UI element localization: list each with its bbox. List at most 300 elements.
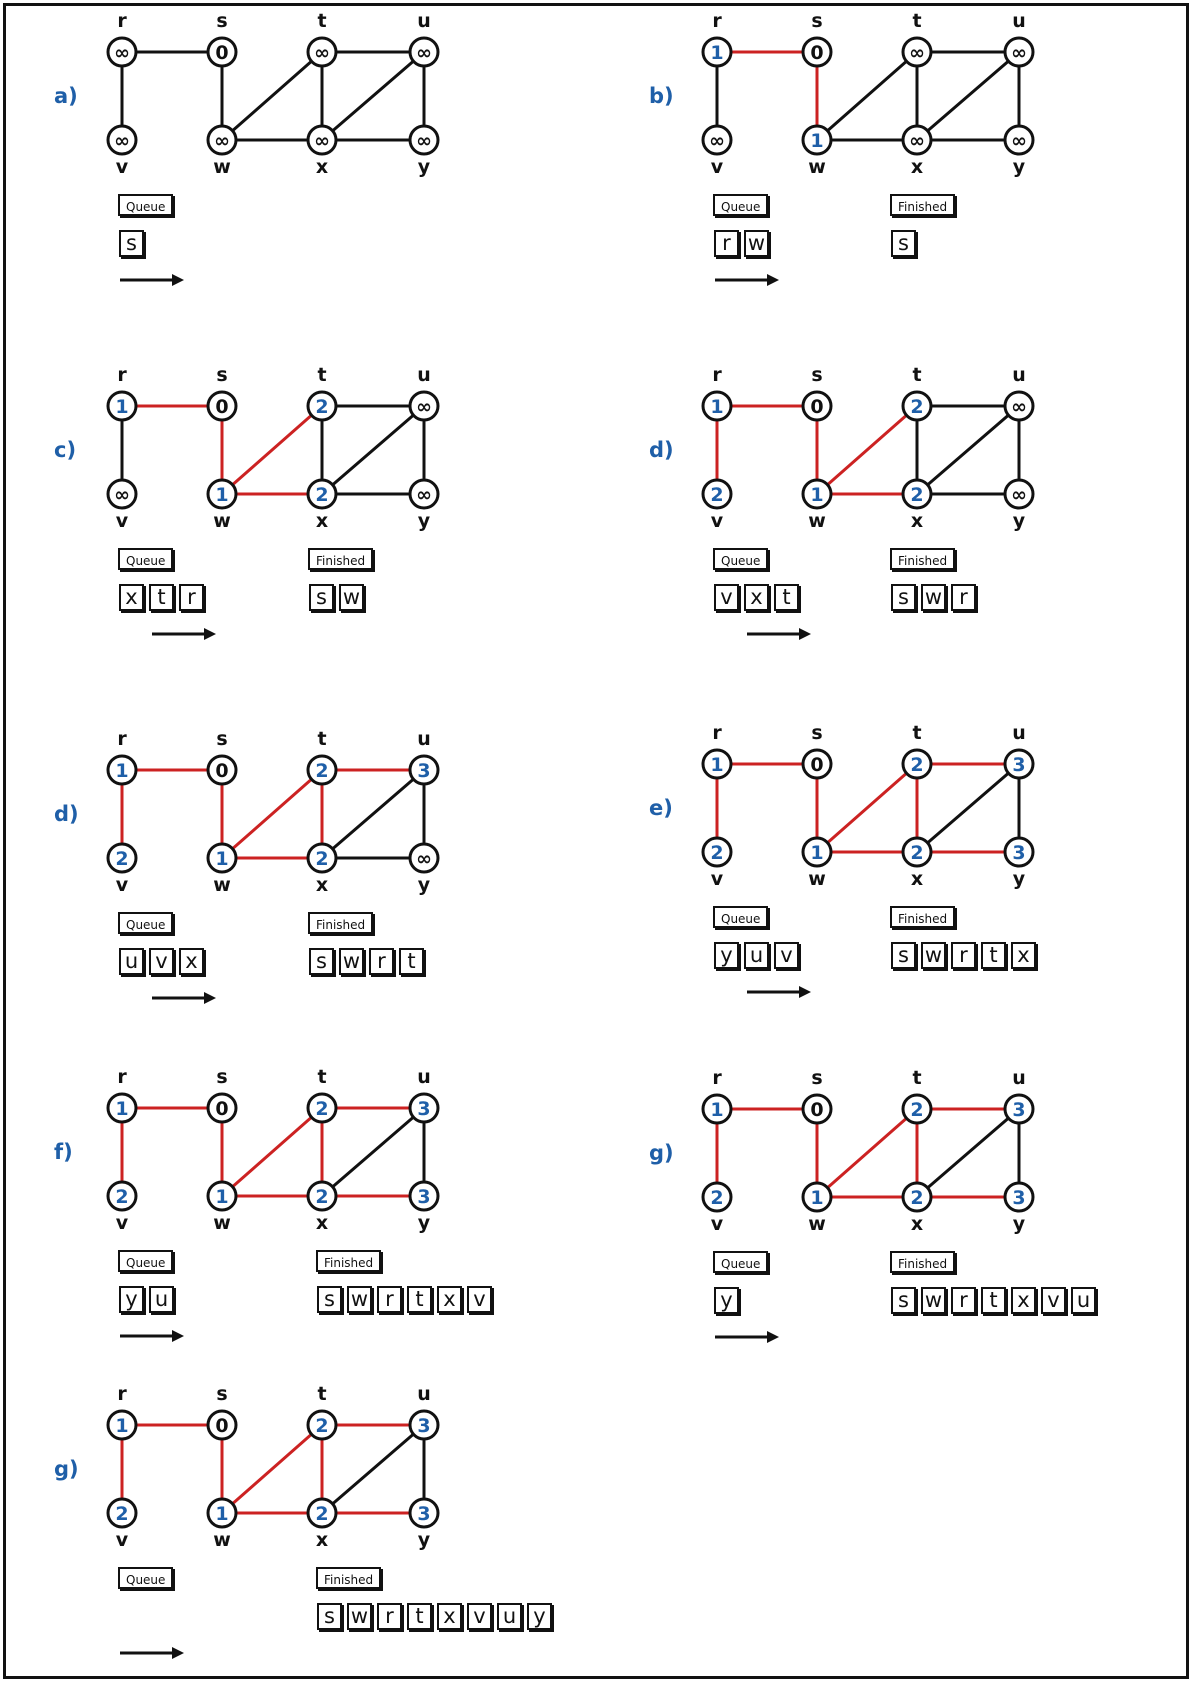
node-name: r <box>712 1067 722 1089</box>
queue-cell: y <box>714 1287 739 1314</box>
node-u <box>1005 1067 1033 1123</box>
node-x <box>308 1499 336 1551</box>
node-w <box>803 480 831 532</box>
finished-cells <box>317 1286 492 1313</box>
queue-label: Queue <box>118 194 173 216</box>
node-x <box>903 1183 931 1235</box>
node-distance: 0 <box>810 1099 824 1121</box>
queue-cell: t <box>774 584 799 611</box>
finished-cell: w <box>921 942 946 969</box>
node-name: x <box>315 510 329 532</box>
finished-cell: s <box>317 1286 342 1313</box>
queue-direction-arrow <box>745 624 825 644</box>
queue-direction-arrow <box>150 624 230 644</box>
node-distance: ∞ <box>214 130 230 152</box>
panel-label: g) <box>54 1457 79 1481</box>
node-distance: 1 <box>810 1187 824 1209</box>
node-name: t <box>912 722 922 744</box>
node-v <box>703 480 731 532</box>
node-distance: 2 <box>315 760 329 782</box>
queue-cell: v <box>149 948 174 975</box>
panel-4 <box>0 718 560 1048</box>
panel-label: g) <box>649 1141 674 1165</box>
node-name: y <box>1012 156 1026 178</box>
node-distance: 2 <box>315 848 329 870</box>
node-distance: ∞ <box>416 396 432 418</box>
queue-cells <box>119 948 204 975</box>
node-w <box>208 480 236 532</box>
finished-label: Finished <box>316 1250 381 1272</box>
edge-x-u <box>917 764 1019 852</box>
node-distance: 1 <box>710 1099 724 1121</box>
node-name: u <box>417 1066 431 1088</box>
node-distance: 3 <box>417 1098 431 1120</box>
queue-cell: y <box>714 942 739 969</box>
finished-cell: x <box>1011 942 1036 969</box>
node-distance: 0 <box>810 396 824 418</box>
panel-8 <box>0 1373 560 1703</box>
node-distance: 2 <box>315 1186 329 1208</box>
node-distance: 0 <box>215 1098 229 1120</box>
node-s <box>803 1067 831 1123</box>
queue-cells <box>119 1286 174 1313</box>
node-distance: 3 <box>1012 842 1026 864</box>
node-s <box>208 1066 236 1122</box>
queue-cell: u <box>744 942 769 969</box>
node-distance: ∞ <box>416 848 432 870</box>
node-name: v <box>710 156 724 178</box>
node-name: w <box>213 1212 231 1234</box>
node-distance: 2 <box>710 1187 724 1209</box>
queue-cell: y <box>119 1286 144 1313</box>
node-name: s <box>216 10 228 32</box>
queue-label: Queue <box>118 1567 173 1589</box>
node-r <box>703 722 731 778</box>
queue-cells <box>714 584 799 611</box>
finished-cells <box>891 942 1036 969</box>
edge-w-t <box>222 52 322 140</box>
finished-label: Finished <box>890 906 955 928</box>
node-w <box>208 126 236 178</box>
node-name: w <box>808 1213 826 1235</box>
node-u <box>410 728 438 784</box>
queue-label: Queue <box>713 194 768 216</box>
queue-direction-arrow <box>150 988 230 1008</box>
finished-cell: v <box>1041 1287 1066 1314</box>
queue-cells <box>119 230 144 257</box>
node-x <box>903 480 931 532</box>
finished-cells <box>891 230 916 257</box>
node-t <box>308 364 336 420</box>
queue-cell: x <box>179 948 204 975</box>
finished-cell: w <box>347 1603 372 1630</box>
node-x <box>308 480 336 532</box>
node-y <box>410 1499 438 1551</box>
finished-cell: r <box>377 1286 402 1313</box>
node-x <box>308 126 336 178</box>
graph <box>0 1056 470 1236</box>
node-name: t <box>317 10 327 32</box>
node-v <box>108 480 136 532</box>
node-name: w <box>213 1529 231 1551</box>
node-distance: 0 <box>810 754 824 776</box>
graph <box>0 1373 470 1553</box>
node-name: r <box>117 364 127 386</box>
node-y <box>1005 126 1033 178</box>
node-name: x <box>315 1212 329 1234</box>
node-distance: 1 <box>710 396 724 418</box>
node-name: u <box>1012 722 1026 744</box>
node-distance: 0 <box>215 396 229 418</box>
finished-cell: x <box>437 1603 462 1630</box>
finished-label: Finished <box>316 1567 381 1589</box>
node-distance: ∞ <box>709 130 725 152</box>
node-r <box>703 364 731 420</box>
node-distance: 2 <box>115 848 129 870</box>
node-distance: 2 <box>115 1503 129 1525</box>
finished-cell: y <box>527 1603 552 1630</box>
node-distance: 1 <box>215 484 229 506</box>
finished-cell: u <box>1071 1287 1096 1314</box>
finished-label: Finished <box>308 912 373 934</box>
edge-x-u <box>322 770 424 858</box>
panel-label: e) <box>649 796 673 820</box>
node-name: y <box>417 874 431 896</box>
finished-cell: t <box>981 1287 1006 1314</box>
node-name: y <box>417 510 431 532</box>
node-y <box>410 1182 438 1234</box>
node-s <box>803 722 831 778</box>
node-t <box>903 10 931 66</box>
finished-cells <box>891 1287 1096 1314</box>
node-name: v <box>710 510 724 532</box>
finished-cell: x <box>437 1286 462 1313</box>
node-distance: 3 <box>1012 1187 1026 1209</box>
node-name: s <box>216 1066 228 1088</box>
edge-w-t <box>817 406 917 494</box>
panel-label: b) <box>649 84 674 108</box>
node-distance: 2 <box>910 842 924 864</box>
node-name: u <box>417 364 431 386</box>
node-t <box>308 1383 336 1439</box>
queue-label: Queue <box>118 1250 173 1272</box>
node-name: s <box>216 1383 228 1405</box>
node-distance: 0 <box>215 760 229 782</box>
edge-w-t <box>817 764 917 852</box>
node-name: x <box>315 156 329 178</box>
node-name: w <box>808 868 826 890</box>
node-distance: 2 <box>315 396 329 418</box>
finished-cell: s <box>891 942 916 969</box>
node-distance: 2 <box>315 1503 329 1525</box>
node-distance: 2 <box>910 754 924 776</box>
panel-0 <box>0 0 560 330</box>
queue-label: Queue <box>713 1251 768 1273</box>
finished-cell: r <box>369 948 394 975</box>
edge-w-t <box>222 1108 322 1196</box>
graph <box>595 354 1065 534</box>
node-t <box>308 728 336 784</box>
node-name: r <box>117 728 127 750</box>
node-name: u <box>417 1383 431 1405</box>
finished-cell: r <box>951 942 976 969</box>
panel-7 <box>595 1057 1155 1387</box>
finished-cell: w <box>921 584 946 611</box>
node-name: x <box>315 874 329 896</box>
node-u <box>1005 10 1033 66</box>
node-name: r <box>117 1383 127 1405</box>
node-distance: 3 <box>1012 1099 1026 1121</box>
node-name: t <box>912 364 922 386</box>
node-distance: ∞ <box>114 42 130 64</box>
node-distance: 2 <box>710 842 724 864</box>
node-y <box>410 480 438 532</box>
graph <box>0 354 470 534</box>
panel-5 <box>595 712 1155 1042</box>
queue-direction-arrow <box>713 270 793 290</box>
node-s <box>208 364 236 420</box>
edge-w-t <box>817 52 917 140</box>
finished-cell: t <box>981 942 1006 969</box>
node-distance: ∞ <box>416 484 432 506</box>
node-distance: 3 <box>417 760 431 782</box>
queue-label: Queue <box>713 548 768 570</box>
node-w <box>803 126 831 178</box>
node-name: s <box>216 364 228 386</box>
edge-w-t <box>222 1425 322 1513</box>
queue-direction-arrow <box>713 1327 793 1347</box>
node-distance: 1 <box>710 42 724 64</box>
node-distance: 0 <box>810 42 824 64</box>
edge-w-t <box>817 1109 917 1197</box>
queue-cells <box>119 584 204 611</box>
node-distance: 0 <box>215 1415 229 1437</box>
queue-cell: v <box>714 584 739 611</box>
node-name: y <box>417 1529 431 1551</box>
node-name: v <box>115 510 129 532</box>
edge-x-u <box>917 406 1019 494</box>
node-u <box>410 1066 438 1122</box>
node-u <box>1005 722 1033 778</box>
panel-3 <box>595 354 1155 684</box>
node-distance: 1 <box>810 130 824 152</box>
panel-label: f) <box>54 1140 73 1164</box>
node-name: v <box>115 156 129 178</box>
node-distance: ∞ <box>114 130 130 152</box>
node-y <box>1005 838 1033 890</box>
node-r <box>108 728 136 784</box>
node-distance: 2 <box>910 396 924 418</box>
node-x <box>308 844 336 896</box>
queue-cell: x <box>119 584 144 611</box>
node-r <box>703 10 731 66</box>
node-distance: 1 <box>115 396 129 418</box>
node-name: r <box>712 10 722 32</box>
node-distance: 1 <box>115 1415 129 1437</box>
finished-label: Finished <box>308 548 373 570</box>
node-x <box>903 126 931 178</box>
node-name: u <box>1012 364 1026 386</box>
node-distance: 1 <box>215 1186 229 1208</box>
node-distance: 1 <box>115 1098 129 1120</box>
finished-cell: t <box>399 948 424 975</box>
panel-2 <box>0 354 560 684</box>
node-name: x <box>315 1529 329 1551</box>
node-y <box>410 844 438 896</box>
queue-cells <box>714 942 799 969</box>
node-r <box>703 1067 731 1123</box>
finished-cell: s <box>309 948 334 975</box>
node-name: y <box>417 156 431 178</box>
edge-x-u <box>917 52 1019 140</box>
queue-cell: w <box>744 230 769 257</box>
node-name: u <box>417 728 431 750</box>
node-name: y <box>1012 868 1026 890</box>
finished-cell: s <box>309 584 334 611</box>
node-v <box>108 1182 136 1234</box>
node-name: t <box>912 10 922 32</box>
finished-cell: v <box>467 1286 492 1313</box>
queue-cells <box>714 1287 739 1314</box>
node-w <box>803 1183 831 1235</box>
edge-x-u <box>322 1425 424 1513</box>
panel-1 <box>595 0 1155 330</box>
node-v <box>108 1499 136 1551</box>
queue-label: Queue <box>713 906 768 928</box>
node-s <box>803 364 831 420</box>
node-y <box>410 126 438 178</box>
panel-6 <box>0 1056 560 1386</box>
node-v <box>108 126 136 178</box>
queue-label: Queue <box>118 548 173 570</box>
node-distance: 1 <box>810 842 824 864</box>
node-name: r <box>712 364 722 386</box>
finished-cells <box>309 584 364 611</box>
node-x <box>903 838 931 890</box>
queue-cell: u <box>149 1286 174 1313</box>
finished-label: Finished <box>890 1251 955 1273</box>
node-distance: 2 <box>115 1186 129 1208</box>
node-distance: 2 <box>910 1099 924 1121</box>
node-name: t <box>317 728 327 750</box>
node-name: x <box>910 510 924 532</box>
node-name: s <box>216 728 228 750</box>
node-distance: ∞ <box>416 42 432 64</box>
queue-cell: u <box>119 948 144 975</box>
finished-label: Finished <box>890 194 955 216</box>
node-w <box>803 838 831 890</box>
node-name: v <box>115 874 129 896</box>
node-name: s <box>811 722 823 744</box>
queue-direction-arrow <box>118 1326 198 1346</box>
node-distance: 2 <box>315 484 329 506</box>
node-v <box>108 844 136 896</box>
node-name: s <box>811 10 823 32</box>
node-r <box>108 364 136 420</box>
node-distance: 1 <box>710 754 724 776</box>
finished-cell: s <box>891 1287 916 1314</box>
node-name: r <box>117 10 127 32</box>
finished-cell: r <box>951 1287 976 1314</box>
node-name: w <box>808 156 826 178</box>
finished-label: Finished <box>890 548 955 570</box>
node-name: t <box>317 1383 327 1405</box>
queue-direction-arrow <box>118 270 198 290</box>
node-w <box>208 1499 236 1551</box>
node-distance: 2 <box>910 484 924 506</box>
finished-cell: w <box>921 1287 946 1314</box>
edge-w-t <box>222 770 322 858</box>
node-t <box>903 722 931 778</box>
finished-cell: w <box>339 584 364 611</box>
node-v <box>703 126 731 178</box>
node-distance: 2 <box>315 1098 329 1120</box>
node-v <box>703 838 731 890</box>
queue-cell: r <box>179 584 204 611</box>
node-name: y <box>1012 1213 1026 1235</box>
panel-label: d) <box>649 438 674 462</box>
node-distance: 1 <box>810 484 824 506</box>
finished-cells <box>317 1603 552 1630</box>
finished-cells <box>891 584 976 611</box>
node-name: u <box>417 10 431 32</box>
node-name: r <box>712 722 722 744</box>
node-name: v <box>710 1213 724 1235</box>
node-r <box>108 1383 136 1439</box>
node-name: v <box>710 868 724 890</box>
edge-x-u <box>322 1108 424 1196</box>
node-name: w <box>808 510 826 532</box>
node-name: v <box>115 1212 129 1234</box>
graph <box>0 0 470 180</box>
node-distance: 3 <box>417 1503 431 1525</box>
node-s <box>208 10 236 66</box>
node-u <box>410 10 438 66</box>
node-name: t <box>317 364 327 386</box>
node-t <box>308 10 336 66</box>
node-distance: 1 <box>215 848 229 870</box>
node-distance: ∞ <box>416 130 432 152</box>
node-distance: 0 <box>215 42 229 64</box>
node-distance: ∞ <box>909 42 925 64</box>
edge-x-u <box>322 406 424 494</box>
node-name: s <box>811 364 823 386</box>
queue-direction-arrow <box>745 982 825 1002</box>
node-w <box>208 844 236 896</box>
edge-x-u <box>917 1109 1019 1197</box>
queue-cell: x <box>744 584 769 611</box>
node-name: v <box>115 1529 129 1551</box>
finished-cell: s <box>317 1603 342 1630</box>
panel-label: a) <box>54 84 78 108</box>
node-distance: ∞ <box>1011 484 1027 506</box>
node-v <box>703 1183 731 1235</box>
node-distance: ∞ <box>314 42 330 64</box>
node-y <box>1005 480 1033 532</box>
node-distance: ∞ <box>314 130 330 152</box>
node-y <box>1005 1183 1033 1235</box>
node-distance: 2 <box>910 1187 924 1209</box>
node-u <box>1005 364 1033 420</box>
node-name: u <box>1012 1067 1026 1089</box>
node-t <box>903 1067 931 1123</box>
node-name: w <box>213 156 231 178</box>
node-distance: 3 <box>1012 754 1026 776</box>
node-u <box>410 364 438 420</box>
node-r <box>108 10 136 66</box>
edge-x-u <box>322 52 424 140</box>
finished-cell: r <box>377 1603 402 1630</box>
